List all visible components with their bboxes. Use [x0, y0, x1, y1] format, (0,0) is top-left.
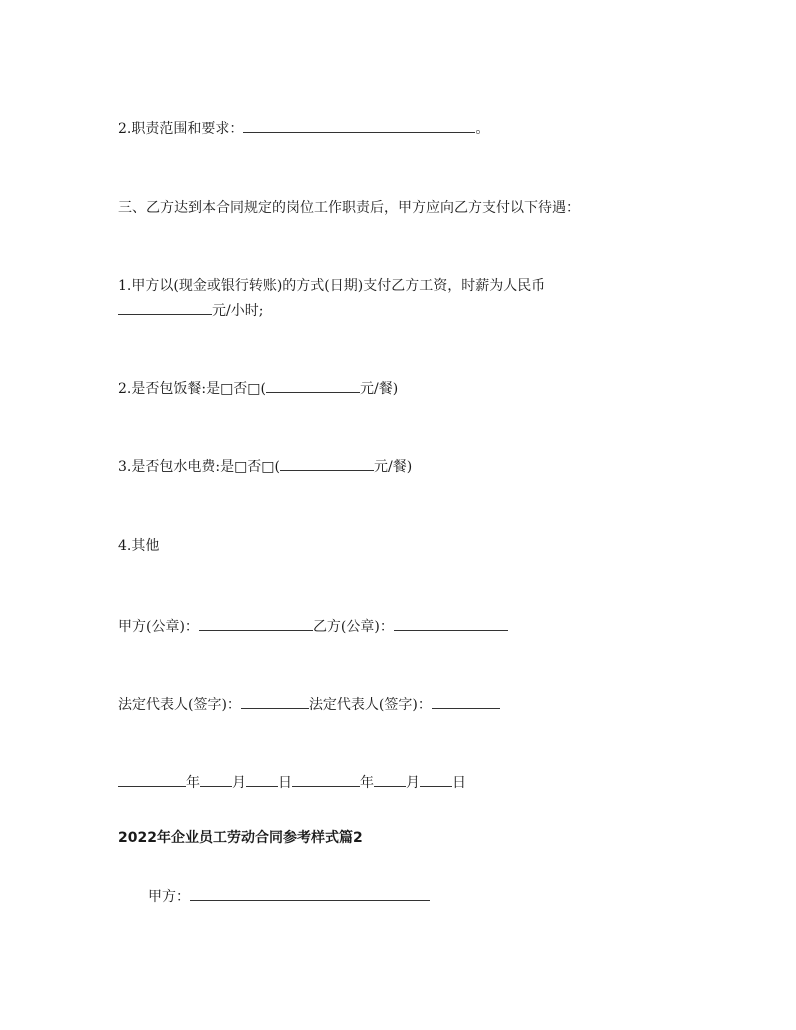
party-a-line — [148, 886, 430, 907]
duty-scope-suffix: 。 — [475, 121, 490, 137]
legal-rep-b-label: 法定代表人(签字)： — [308, 697, 432, 713]
wage-clause-line2 — [118, 300, 263, 321]
seal-line — [118, 616, 508, 637]
duty-scope-clause — [118, 118, 489, 139]
date-b-year-blank[interactable] — [292, 772, 360, 787]
date-a-day-label: 日 — [278, 775, 292, 791]
date-a-month-blank[interactable] — [200, 772, 232, 787]
section-three-clause: 三、乙方达到本合同规定的岗位工作职责后，甲方应向乙方支付以下待遇： — [118, 200, 580, 216]
date-line — [118, 772, 466, 793]
party-b-seal-label: 乙方(公章)： — [312, 619, 394, 635]
legal-rep-line — [118, 694, 500, 715]
party-a-seal-blank[interactable] — [199, 616, 313, 631]
party-b-seal-blank[interactable] — [394, 616, 508, 631]
meals-clause — [118, 378, 398, 399]
date-b-day-label: 日 — [452, 775, 466, 791]
section-heading: 2022年企业员工劳动合同参考样式篇2 — [118, 830, 363, 846]
party-a-seal-label: 甲方(公章)： — [118, 619, 199, 635]
date-a-year-label: 年 — [186, 775, 200, 791]
duty-scope-blank[interactable] — [243, 118, 475, 133]
date-a-month-label: 月 — [232, 775, 246, 791]
date-b-year-label: 年 — [360, 775, 374, 791]
utilities-amount-blank[interactable] — [280, 456, 374, 471]
duty-scope-label: 2.职责范围和要求： — [118, 121, 244, 137]
legal-rep-a-label: 法定代表人(签字)： — [118, 697, 241, 713]
utilities-label: 3.是否包水电费:是□否□( — [118, 459, 280, 475]
wage-clause-line1: 1.甲方以(现金或银行转账)的方式(日期)支付乙方工资，时薪为人民币 — [118, 278, 546, 294]
hourly-wage-blank[interactable] — [118, 300, 212, 315]
meals-amount-blank[interactable] — [266, 378, 360, 393]
party-a-name-blank[interactable] — [190, 886, 430, 901]
legal-rep-b-blank[interactable] — [432, 694, 500, 709]
meals-label: 2.是否包饭餐:是□否□( — [118, 381, 266, 397]
legal-rep-a-blank[interactable] — [241, 694, 309, 709]
date-b-month-label: 月 — [406, 775, 420, 791]
utilities-clause — [118, 456, 412, 477]
date-b-month-blank[interactable] — [374, 772, 406, 787]
meals-unit: 元/餐) — [360, 381, 399, 397]
date-b-day-blank[interactable] — [420, 772, 452, 787]
utilities-unit: 元/餐) — [374, 459, 413, 475]
hourly-wage-unit: 元/小时; — [212, 303, 264, 319]
other-clause: 4.其他 — [118, 538, 160, 554]
date-a-day-blank[interactable] — [246, 772, 278, 787]
date-a-year-blank[interactable] — [118, 772, 186, 787]
party-a-label: 甲方： — [148, 889, 190, 905]
